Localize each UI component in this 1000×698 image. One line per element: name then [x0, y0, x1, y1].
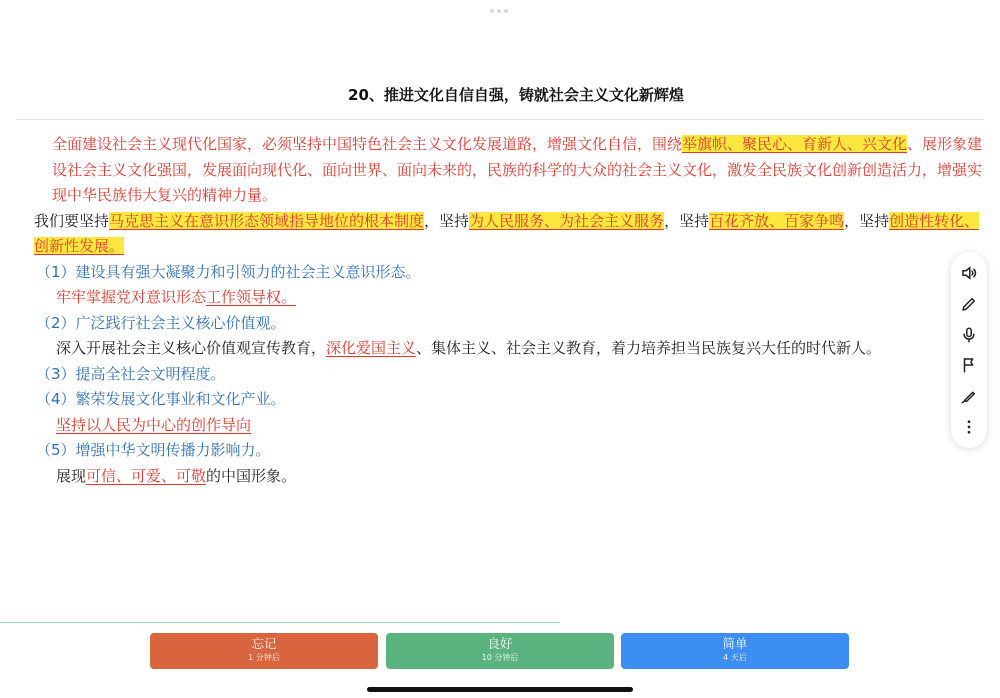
- pencil-icon[interactable]: [957, 292, 981, 316]
- para2-highlight-1: 马克思主义在意识形态领域指导地位的根本制度: [109, 211, 425, 230]
- para2-highlight-2: 为人民服务、为社会主义服务: [469, 211, 665, 230]
- good-button-label: 良好: [487, 636, 513, 651]
- more-icon[interactable]: [957, 415, 981, 439]
- forget-button[interactable]: [150, 633, 378, 669]
- easy-button-label: 简单: [722, 636, 748, 651]
- item-4-heading: （4）繁荣发展文化事业和文化产业。: [36, 390, 286, 408]
- item5-text-1: 展现: [56, 466, 87, 485]
- para2-text-1: 我们要坚持: [34, 211, 110, 230]
- para2-highlight-4: 创造性转化、创新性发展。: [34, 211, 980, 255]
- side-toolbar: [951, 252, 987, 448]
- para2-text-4: ，坚持: [844, 211, 890, 230]
- item5-text-2: 的中国形象。: [206, 466, 297, 485]
- item-1-detail: [16, 285, 984, 311]
- item2-text-1: 深入开展社会主义核心价值观宣传教育，: [56, 339, 327, 357]
- item-1-heading: （1）建设具有强大凝聚力和引领力的社会主义意识形态。: [36, 262, 421, 281]
- easy-button-interval: 4 天后: [723, 653, 747, 662]
- item1-underline-1: 工作领导权。: [206, 288, 297, 306]
- forget-button-label: 忘记: [251, 636, 277, 651]
- title-divider: [16, 119, 984, 120]
- home-indicator[interactable]: [367, 687, 633, 692]
- item-3-heading: （3）提高全社会文明程度。: [36, 364, 226, 383]
- item4-underline-1: 坚持以人民为中心的创作导向: [56, 415, 252, 434]
- item-2-heading: （2）广泛践行社会主义核心价值观。: [36, 313, 286, 332]
- para2-highlight-3: 百花齐放、百家争鸣: [709, 211, 845, 230]
- pen-icon[interactable]: [957, 384, 981, 408]
- item-2-detail: [16, 336, 984, 362]
- item5-underline-1: 可信、可爱、可敬: [86, 466, 207, 485]
- item1-text-1: 牢牢掌握党对意识形态: [56, 288, 207, 306]
- microphone-icon[interactable]: [957, 323, 981, 347]
- paragraph-1: [16, 132, 984, 209]
- para1-text-2: 、展形象建设社会主义文化强国，发展面向现代化、面向世界、面向未来的，民族的科学的大众的社会主义文化，激发全民族文化创新创造活力，增强实现中华民族伟大复兴的精神力量。: [52, 135, 983, 204]
- para1-text-1: 全面建设社会主义现代化国家，必须坚持中国特色社会主义文化发展道路，增强文化自信，围绕: [52, 135, 683, 153]
- item-5-heading: （5）增强中华文明传播力影响力。: [36, 441, 271, 459]
- item2-underline-1: 深化爱国主义: [326, 339, 417, 357]
- flag-icon[interactable]: [957, 353, 981, 377]
- good-button-interval: 10 分钟后: [481, 653, 519, 662]
- speaker-icon[interactable]: [957, 261, 981, 285]
- good-button[interactable]: [386, 633, 614, 669]
- para2-text-2: ，坚持: [424, 211, 470, 230]
- item2-text-2: 、集体主义、社会主义教育，着力培养担当民族复兴大任的时代新人。: [416, 339, 882, 357]
- window-handle[interactable]: [490, 9, 510, 13]
- forget-button-interval: 1 分钟后: [248, 653, 280, 662]
- progress-divider: [0, 622, 560, 623]
- paragraph-2: [16, 209, 984, 260]
- card-content: [16, 132, 984, 489]
- card-title: 20、推进文化自信自强，铸就社会主义文化新辉煌: [348, 86, 684, 104]
- para2-text-3: ，坚持: [664, 211, 710, 230]
- easy-button[interactable]: [621, 633, 849, 669]
- item-4-detail: [16, 413, 984, 439]
- para1-highlight-1: 举旗帜、聚民心、育新人、兴文化: [682, 135, 908, 153]
- item-5-detail: [16, 464, 984, 490]
